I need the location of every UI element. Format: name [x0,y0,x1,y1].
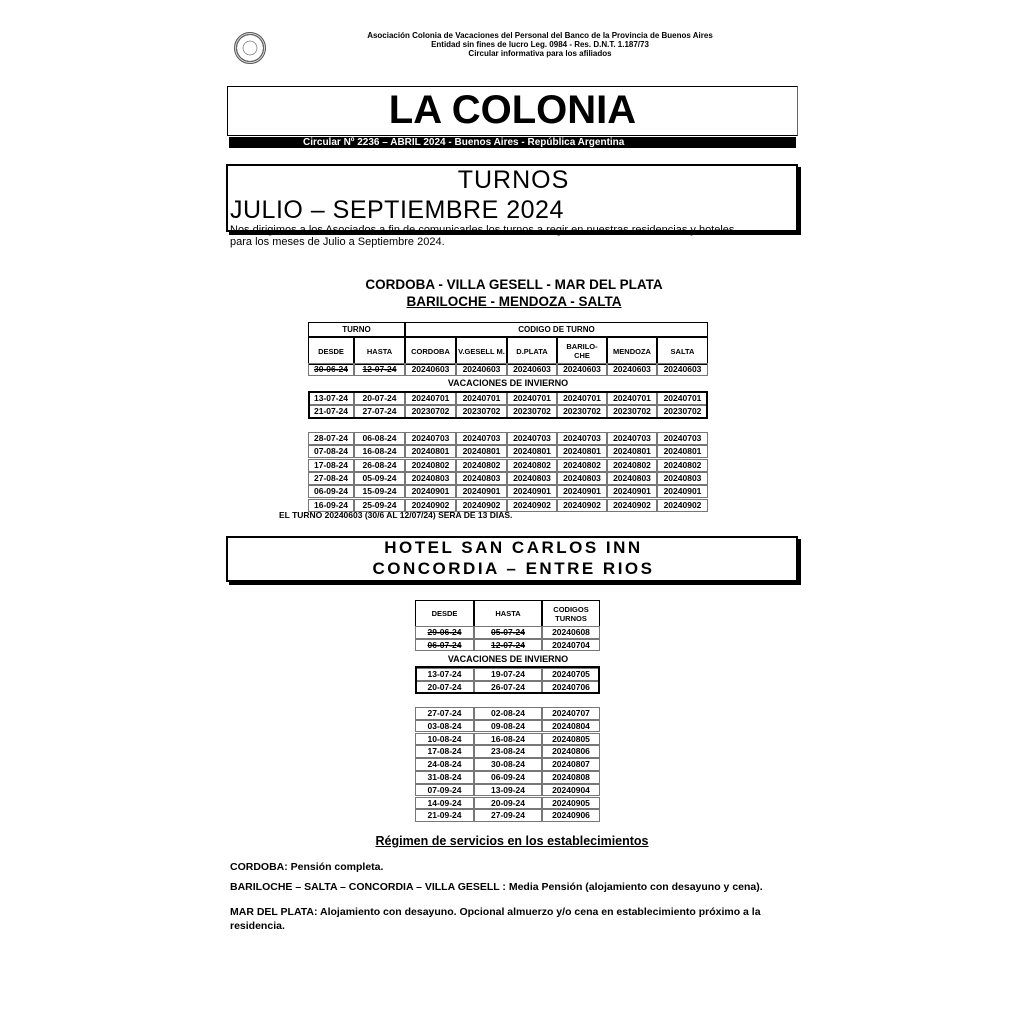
table2-row-8-cell-2: 20240906 [542,809,600,822]
table2-row-1-cell-2: 20240804 [542,720,600,733]
table2-first-row-1-cell-2: 20240704 [542,639,600,652]
table1-group-turno: TURNO [308,322,405,337]
table2-header-2: CODIGOS TURNOS [542,600,600,627]
table1-winter-row-1-cell-6: 20230702 [607,405,657,418]
table1-first-row-cell-3: 20240603 [456,363,507,376]
table1-first-row-cell-7: 20240603 [657,363,708,376]
table2-row-5-cell-1: 06-09-24 [474,771,542,784]
table1-row-0-cell-3: 20240703 [456,432,507,445]
table1-row-5-cell-2: 20240902 [405,499,456,512]
table2-row-4-cell-1: 30-08-24 [474,758,542,771]
regimen-title: Régimen de servicios en los establecimientos [375,834,649,848]
table1-row-4-cell-3: 20240901 [456,485,507,498]
table2-row-2-cell-0: 10-08-24 [415,733,474,746]
table1-first-row-cell-0: 30-06-24 [308,363,354,376]
table2-row-6-cell-0: 07-09-24 [415,784,474,797]
table2-winter-row-1-cell-2: 20240706 [542,681,600,694]
table1-row-2-cell-0: 17-08-24 [308,459,354,472]
association-name: Asociación Colonia de Vacaciones del Personal del Banco de la Provincia de Buenos Aires [367,31,713,40]
table1-header-6: MENDOZA [607,337,657,365]
table1-row-3-cell-1: 05-09-24 [354,472,405,485]
table1-first-row-cell-1: 12-07-24 [354,363,405,376]
table1-row-5-cell-3: 20240902 [456,499,507,512]
intro-line-1: Nos dirigimos a los Asociados a fin de comunicarles los turnos a regir en nuestras residencias y hoteles [230,224,735,236]
table2-row-8-cell-1: 27-09-24 [474,809,542,822]
destinations-line-2: BARILOCHE - MENDOZA - SALTA [406,294,622,309]
table1-row-4-cell-6: 20240901 [607,485,657,498]
table2-row-6-cell-2: 20240904 [542,784,600,797]
table1-row-1-cell-4: 20240801 [507,445,557,458]
table1-row-0-cell-6: 20240703 [607,432,657,445]
table2-first-row-0-cell-1: 05-07-24 [474,626,542,639]
table1-row-1-cell-7: 20240801 [657,445,708,458]
table2-first-row-0-cell-2: 20240608 [542,626,600,639]
table1-row-5-cell-7: 20240902 [657,499,708,512]
table1-row-2-cell-5: 20240802 [557,459,607,472]
table2-winter-row-0-cell-1: 19-07-24 [474,668,542,681]
table2-header-1: HASTA [474,600,542,627]
table1-row-0-cell-2: 20240703 [405,432,456,445]
table1-row-0-cell-5: 20240703 [557,432,607,445]
table1-group-codigo: CODIGO DE TURNO [405,322,708,337]
table1-winter-row-0-cell-2: 20240701 [405,392,456,405]
table2-row-7-cell-0: 14-09-24 [415,797,474,810]
table2-row-1-cell-0: 03-08-24 [415,720,474,733]
table2-row-3-cell-2: 20240806 [542,745,600,758]
table1-row-3-cell-2: 20240803 [405,472,456,485]
table1-row-4-cell-2: 20240901 [405,485,456,498]
table1-row-0-cell-4: 20240703 [507,432,557,445]
table1-first-row-cell-4: 20240603 [507,363,557,376]
table1-header-2: CORDOBA [405,337,456,365]
table1-winter-row-0-cell-5: 20240701 [557,392,607,405]
table2-row-5-cell-2: 20240808 [542,771,600,784]
table2-header-0: DESDE [415,600,474,627]
table1-winter-row-0-cell-4: 20240701 [507,392,557,405]
table1-row-4-cell-7: 20240901 [657,485,708,498]
table1-winter-row-0-cell-1: 20-07-24 [354,392,405,405]
table1-row-2-cell-3: 20240802 [456,459,507,472]
table1-vacaciones-label: VACACIONES DE INVIERNO [447,378,569,388]
table1-row-5-cell-5: 20240902 [557,499,607,512]
table1-row-3-cell-5: 20240803 [557,472,607,485]
turnos-subtitle: JULIO – SEPTIEMBRE 2024 [230,196,564,224]
table1-header-4: D.PLATA [507,337,557,365]
table1-row-2-cell-7: 20240802 [657,459,708,472]
table1-winter-row-1-cell-4: 20230702 [507,405,557,418]
circular-line: Circular Nº 2236 – ABRIL 2024 - Buenos Aires - República Argentina [303,137,625,148]
table2-row-0-cell-1: 02-08-24 [474,707,542,720]
masthead-title: LA COLONIA [388,88,637,132]
table1-first-row-cell-6: 20240603 [607,363,657,376]
table2-row-2-cell-2: 20240805 [542,733,600,746]
table1-row-0-cell-0: 28-07-24 [308,432,354,445]
table1-row-0-cell-1: 06-08-24 [354,432,405,445]
regimen-bariloche: BARILOCHE – SALTA – CONCORDIA – VILLA GESELL : Media Pensión (alojamiento con desayuno y cena). [230,881,763,893]
table1-row-5-cell-6: 20240902 [607,499,657,512]
regimen-mardelplata-1: MAR DEL PLATA: Alojamiento con desayuno. Opcional almuerzo y/o cena en establecimiento próximo a la [230,906,761,918]
table1-row-1-cell-1: 16-08-24 [354,445,405,458]
association-legal: Entidad sin fines de lucro Leg. 0984 - Res. D.N.T. 1.187/73 [431,40,649,49]
turnos-title: TURNOS [457,166,570,194]
table1-row-5-cell-1: 25-09-24 [354,499,405,512]
table2-row-3-cell-0: 17-08-24 [415,745,474,758]
table1-row-1-cell-2: 20240801 [405,445,456,458]
table2-row-2-cell-1: 16-08-24 [474,733,542,746]
table2-row-0-cell-0: 27-07-24 [415,707,474,720]
table1-row-4-cell-5: 20240901 [557,485,607,498]
table1-row-2-cell-4: 20240802 [507,459,557,472]
table1-row-5-cell-4: 20240902 [507,499,557,512]
regimen-mardelplata-2: residencia. [230,920,285,932]
table2-row-4-cell-0: 24-08-24 [415,758,474,771]
destinations-line-1: CORDOBA - VILLA GESELL - MAR DEL PLATA [365,277,663,292]
table1-winter-row-0-cell-6: 20240701 [607,392,657,405]
table1-winter-row-1-cell-5: 20230702 [557,405,607,418]
table1-winter-row-1-cell-3: 20230702 [456,405,507,418]
table1-row-3-cell-4: 20240803 [507,472,557,485]
table1-winter-row-0-cell-3: 20240701 [456,392,507,405]
table1-row-3-cell-7: 20240803 [657,472,708,485]
regimen-cordoba: CORDOBA: Pensión completa. [230,861,384,873]
table2-row-4-cell-2: 20240807 [542,758,600,771]
table2-winter-row-0-cell-2: 20240705 [542,668,600,681]
table1-row-4-cell-0: 06-09-24 [308,485,354,498]
turno-note: EL TURNO 20240603 (30/6 AL 12/07/24) SERA DE 13 DIAS. [279,510,513,520]
table1-first-row-cell-2: 20240603 [405,363,456,376]
table1-winter-row-1-cell-1: 27-07-24 [354,405,405,418]
table2-row-5-cell-0: 31-08-24 [415,771,474,784]
table2-winter-row-1-cell-1: 26-07-24 [474,681,542,694]
table2-row-7-cell-2: 20240905 [542,797,600,810]
table2-winter-row-0-cell-0: 13-07-24 [415,668,474,681]
table2-first-row-0-cell-0: 29-06-24 [415,626,474,639]
hotel-name: HOTEL SAN CARLOS INN [384,538,643,557]
table1-row-1-cell-5: 20240801 [557,445,607,458]
table1-winter-row-1-cell-2: 20230702 [405,405,456,418]
table1-row-1-cell-3: 20240801 [456,445,507,458]
hotel-location: CONCORDIA – ENTRE RIOS [372,559,655,578]
table2-winter-row-1-cell-0: 20-07-24 [415,681,474,694]
table1-row-5-cell-0: 16-09-24 [308,499,354,512]
table1-header-5: BARILO- CHE [557,337,607,365]
table1-header-3: V.GESELL M. [456,337,507,365]
table1-header-0: DESDE [308,337,354,365]
table2-vacaciones-label: VACACIONES DE INVIERNO [447,654,569,664]
table1-row-2-cell-6: 20240802 [607,459,657,472]
table1-header-7: SALTA [657,337,708,365]
table1-row-3-cell-6: 20240803 [607,472,657,485]
table1-winter-row-1-cell-7: 20230702 [657,405,708,418]
table1-row-2-cell-2: 20240802 [405,459,456,472]
table1-row-1-cell-0: 07-08-24 [308,445,354,458]
table1-row-4-cell-4: 20240901 [507,485,557,498]
table2-first-row-1-cell-1: 12-07-24 [474,639,542,652]
intro-line-2: para los meses de Julio a Septiembre 2024. [230,236,445,248]
table1-row-0-cell-7: 20240703 [657,432,708,445]
circular-description: Circular informativa para los afiliados [468,49,612,58]
table1-row-2-cell-1: 26-08-24 [354,459,405,472]
table2-first-row-1-cell-0: 06-07-24 [415,639,474,652]
table1-row-4-cell-1: 15-09-24 [354,485,405,498]
table1-row-1-cell-6: 20240801 [607,445,657,458]
table2-row-0-cell-2: 20240707 [542,707,600,720]
table1-first-row-cell-5: 20240603 [557,363,607,376]
table1-winter-row-0-cell-7: 20240701 [657,392,708,405]
table2-row-3-cell-1: 23-08-24 [474,745,542,758]
table2-row-1-cell-1: 09-08-24 [474,720,542,733]
table1-winter-row-1-cell-0: 21-07-24 [308,405,354,418]
table2-row-8-cell-0: 21-09-24 [415,809,474,822]
table1-winter-row-0-cell-0: 13-07-24 [308,392,354,405]
table2-row-6-cell-1: 13-09-24 [474,784,542,797]
table1-row-3-cell-3: 20240803 [456,472,507,485]
table1-row-3-cell-0: 27-08-24 [308,472,354,485]
table2-row-7-cell-1: 20-09-24 [474,797,542,810]
table1-header-1: HASTA [354,337,405,365]
